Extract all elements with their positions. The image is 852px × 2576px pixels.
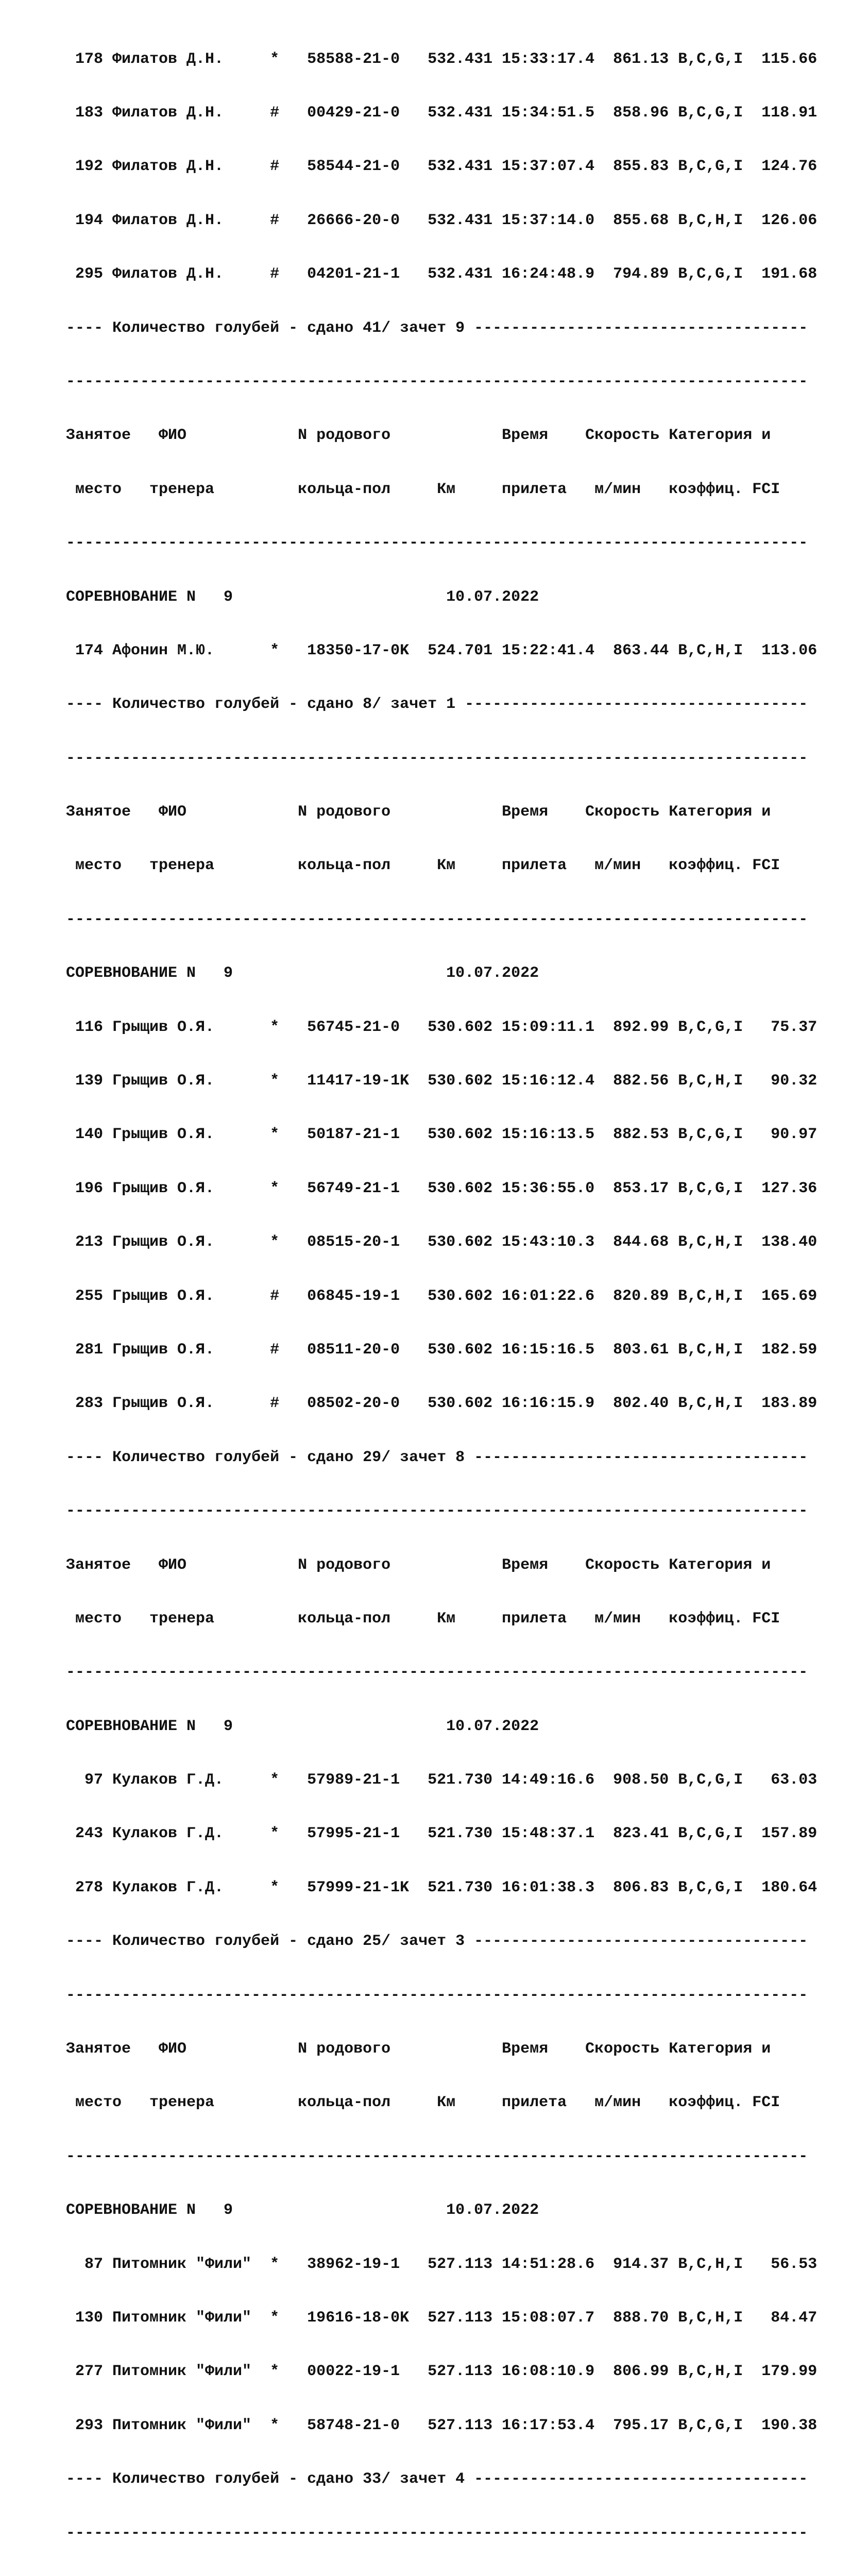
competition-title: СОРЕВНОВАНИЕ N 9 10.07.2022 [66, 2201, 539, 2219]
column-header-row-2: место тренера кольца-пол Км прилета м/мин коэффиц. FCI [66, 2094, 780, 2112]
result-row: 97 Кулаков Г.Д. * 57989-21-1 521.730 14:49:16.6 908.50 B,C,G,I 63.03 [66, 1771, 817, 1789]
result-row: 293 Питомник "Фили" * 58748-21-0 527.113 16:17:53.4 795.17 B,C,G,I 190.38 [66, 2416, 817, 2434]
column-header-row-1: Занятое ФИО N родового Время Скорость Категория и [66, 803, 771, 821]
competition-title: СОРЕВНОВАНИЕ N 9 10.07.2022 [66, 1717, 539, 1735]
summary-line: ---- Количество голубей - сдано 33/ зачет 4 ------------------------------------ [66, 2470, 808, 2488]
result-row: 192 Филатов Д.Н. # 58544-21-0 532.431 15:37:07.4 855.83 B,C,G,I 124.76 [66, 158, 817, 176]
results-printout [66, 14, 817, 2576]
result-row: 283 Грыщив О.Я. # 08502-20-0 530.602 16:16:15.9 802.40 B,C,H,I 183.89 [66, 1395, 817, 1413]
result-row: 278 Кулаков Г.Д. * 57999-21-1K 521.730 16:01:38.3 806.83 B,C,G,I 180.64 [66, 1878, 817, 1896]
divider: -------------------------------------------------------------------------------- [66, 910, 808, 928]
result-row: 213 Грыщив О.Я. * 08515-20-1 530.602 15:43:10.3 844.68 B,C,H,I 138.40 [66, 1233, 817, 1251]
summary-line: ---- Количество голубей - сдано 25/ зачет 3 ------------------------------------ [66, 1933, 808, 1951]
result-row: 281 Грыщив О.Я. # 08511-20-0 530.602 16:15:16.5 803.61 B,C,H,I 182.59 [66, 1341, 817, 1359]
result-row: 87 Питомник "Фили" * 38962-19-1 527.113 14:51:28.6 914.37 B,C,H,I 56.53 [66, 2255, 817, 2273]
result-row: 255 Грыщив О.Я. # 06845-19-1 530.602 16:01:22.6 820.89 B,C,H,I 165.69 [66, 1287, 817, 1305]
result-row: 295 Филатов Д.Н. # 04201-21-1 532.431 16:24:48.9 794.89 B,C,G,I 191.68 [66, 265, 817, 283]
result-row: 174 Афонин М.Ю. * 18350-17-0K 524.701 15:22:41.4 863.44 B,C,H,I 113.06 [66, 641, 817, 659]
result-row: 277 Питомник "Фили" * 00022-19-1 527.113 16:08:10.9 806.99 B,C,H,I 179.99 [66, 2363, 817, 2381]
result-row: 194 Филатов Д.Н. # 26666-20-0 532.431 15:37:14.0 855.68 B,C,H,I 126.06 [66, 211, 817, 229]
divider: -------------------------------------------------------------------------------- [66, 1502, 808, 1520]
column-header-row-1: Занятое ФИО N родового Время Скорость Категория и [66, 427, 771, 445]
column-header-row-1: Занятое ФИО N родового Время Скорость Категория и [66, 1556, 771, 1574]
divider: -------------------------------------------------------------------------------- [66, 1664, 808, 1682]
column-header-row-2: место тренера кольца-пол Км прилета м/мин коэффиц. FCI [66, 480, 780, 498]
result-row: 183 Филатов Д.Н. # 00429-21-0 532.431 15:34:51.5 858.96 B,C,G,I 118.91 [66, 104, 817, 122]
column-header-row-2: место тренера кольца-пол Км прилета м/мин коэффиц. FCI [66, 857, 780, 875]
competition-title: СОРЕВНОВАНИЕ N 9 10.07.2022 [66, 588, 539, 606]
divider: -------------------------------------------------------------------------------- [66, 2147, 808, 2165]
column-header-row-1: Занятое ФИО N родового Время Скорость Категория и [66, 2040, 771, 2058]
summary-line: ---- Количество голубей - сдано 29/ зачет 8 ------------------------------------ [66, 1448, 808, 1466]
result-row: 243 Кулаков Г.Д. * 57995-21-1 521.730 15:48:37.1 823.41 B,C,G,I 157.89 [66, 1825, 817, 1843]
column-header-row-2: место тренера кольца-пол Км прилета м/мин коэффиц. FCI [66, 1609, 780, 1628]
result-row: 139 Грыщив О.Я. * 11417-19-1K 530.602 15:16:12.4 882.56 B,C,H,I 90.32 [66, 1072, 817, 1090]
divider: -------------------------------------------------------------------------------- [66, 749, 808, 767]
divider: -------------------------------------------------------------------------------- [66, 372, 808, 391]
result-row: 196 Грыщив О.Я. * 56749-21-1 530.602 15:36:55.0 853.17 B,C,G,I 127.36 [66, 1179, 817, 1197]
divider: -------------------------------------------------------------------------------- [66, 1986, 808, 2004]
competition-title: СОРЕВНОВАНИЕ N 9 10.07.2022 [66, 964, 539, 982]
result-row: 140 Грыщив О.Я. * 50187-21-1 530.602 15:16:13.5 882.53 B,C,G,I 90.97 [66, 1126, 817, 1144]
divider: -------------------------------------------------------------------------------- [66, 2524, 808, 2542]
result-row: 116 Грыщив О.Я. * 56745-21-0 530.602 15:09:11.1 892.99 B,C,G,I 75.37 [66, 1018, 817, 1036]
summary-line: ---- Количество голубей - сдано 41/ зачет 9 ------------------------------------ [66, 319, 808, 337]
divider: -------------------------------------------------------------------------------- [66, 534, 808, 552]
result-row: 178 Филатов Д.Н. * 58588-21-0 532.431 15:33:17.4 861.13 B,C,G,I 115.66 [66, 50, 817, 68]
result-row: 130 Питомник "Фили" * 19616-18-0K 527.113 15:08:07.7 888.70 B,C,H,I 84.47 [66, 2309, 817, 2327]
summary-line: ---- Количество голубей - сдано 8/ зачет 1 ------------------------------------- [66, 696, 808, 714]
